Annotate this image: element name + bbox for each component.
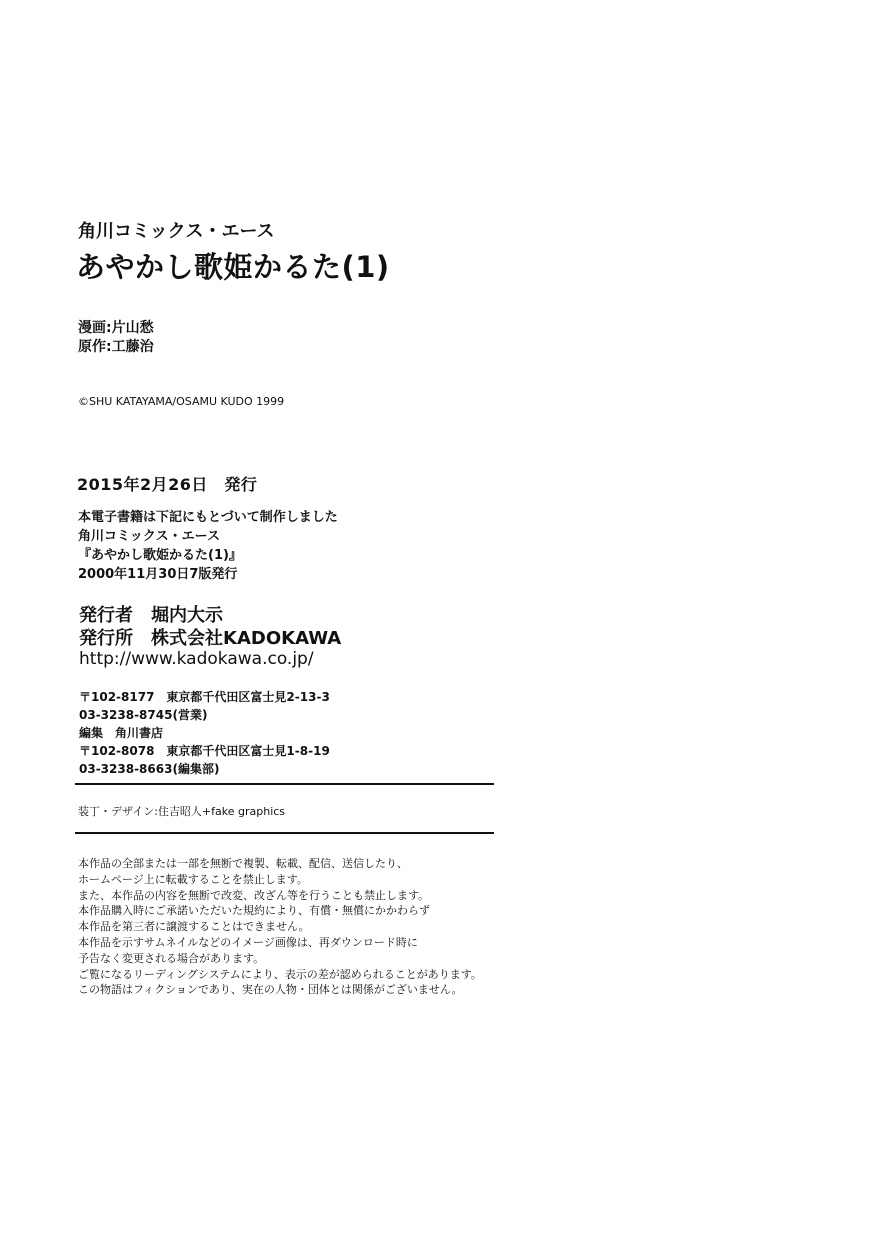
publisher-line: 発行者 堀内大示 (79, 605, 223, 626)
notice-line: また、本作品の内容を無断で改変、改ざん等を行うことも禁止します。 (78, 888, 430, 902)
notice-line: 本作品の全部または一部を無断で複製、転載、配信、送信したり、 (78, 857, 408, 870)
credit-role: 原作 (78, 339, 106, 355)
credit-separator: : (106, 339, 112, 355)
copyright-notice: ©SHU KATAYAMA/OSAMU KUDO 1999 (78, 395, 285, 408)
book-title: あやかし歌姫かるた(1) (76, 250, 390, 284)
credit-role: 漫画 (78, 320, 106, 336)
address-line: 編集 角川書店 (79, 726, 164, 740)
address-block (79, 688, 330, 778)
address-line: 〒102-8078 東京都千代田区富士見1-8-19 (79, 744, 330, 758)
address-line: 03-3238-8663(編集部) (79, 762, 220, 776)
notice-line: ホームページ上に転載することを禁止します。 (78, 872, 308, 886)
source-line: 角川コミックス・エース (78, 529, 220, 544)
publisher-url[interactable]: http://www.kadokawa.co.jp/ (79, 649, 314, 669)
address-line: 03-3238-8745(営業) (79, 708, 208, 722)
credit-name: 片山愁 (111, 320, 154, 336)
notice-line: 本作品購入時にご承諾いただいた規約により、有償・無償にかかわらず (78, 904, 430, 918)
notice-line: 本作品を第三者に譲渡することはできません。 (78, 920, 310, 934)
notice-line: この物語はフィクションであり、実在の人物・団体とは関係がございません。 (78, 983, 463, 997)
source-line: 2000年11月30日7版発行 (78, 567, 238, 582)
notice-line: 予告なく変更される場合があります。 (78, 951, 265, 965)
legal-notice (78, 856, 482, 998)
address-line: 〒102-8177 東京都千代田区富士見2-13-3 (79, 690, 330, 704)
source-line: 『あやかし歌姫かるた(1)』 (78, 548, 242, 563)
design-credit: 装丁・デザイン:住吉昭人+fake graphics (78, 805, 286, 818)
source-edition-block (78, 508, 338, 584)
notice-line: 本作品を示すサムネイルなどのイメージ画像は、再ダウンロード時に (78, 935, 418, 949)
publisher-block (79, 604, 341, 650)
source-line: 本電子書籍は下記にもとづいて制作しました (78, 510, 338, 525)
notice-line: ご覧になるリーディングシステムにより、表示の差が認められることがあります。 (78, 967, 482, 981)
credit-name: 工藤治 (111, 339, 154, 355)
credit-separator: : (106, 320, 112, 336)
credit-manga (78, 317, 154, 337)
credit-original-story (78, 336, 154, 356)
divider-top (75, 783, 494, 785)
publisher-line: 発行所 株式会社KADOKAWA (79, 628, 342, 649)
imprint-label: 角川コミックス・エース (78, 221, 275, 242)
publication-date: 2015年2月26日 発行 (77, 475, 258, 494)
divider-bottom (75, 832, 494, 834)
